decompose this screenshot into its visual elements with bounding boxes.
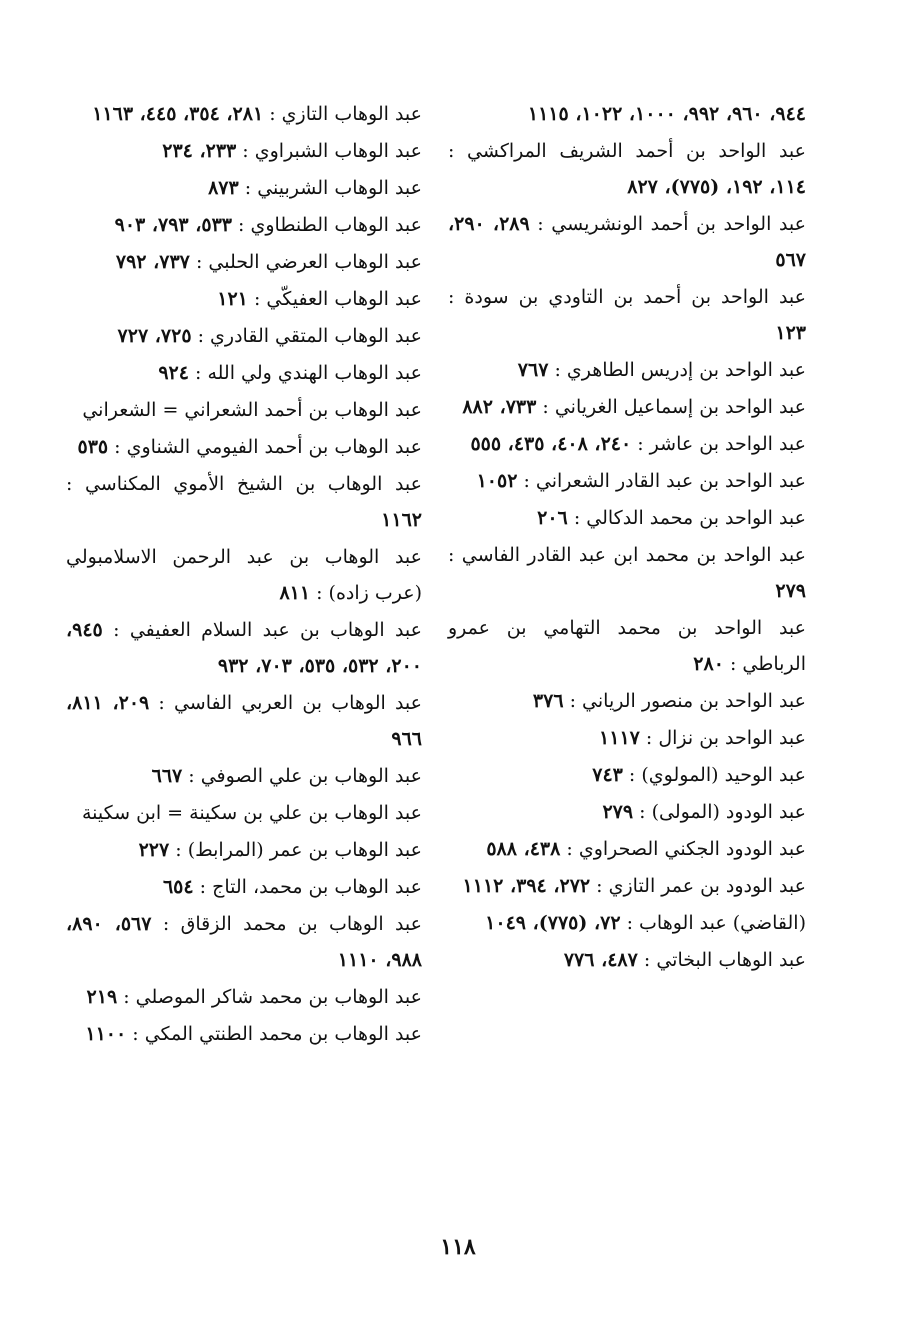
entry-name: عبد الوهاب التازي : — [269, 103, 422, 125]
entry-page-refs: ٢٨٩، ٢٩٠، ٥٦٧ — [448, 213, 806, 271]
index-entry — [448, 794, 806, 830]
index-entry — [448, 206, 806, 278]
index-entry — [66, 392, 422, 428]
index-entry — [448, 610, 806, 682]
entry-name: عبد الواحد بن عبد القادر الشعراني : — [523, 470, 806, 492]
entry-page-refs: ٢٠٦ — [537, 507, 568, 529]
entry-name: عبد الواحد بن محمد الدكالي : — [573, 507, 806, 529]
entry-name: عبد الوهاب بن عمر (المرابط) : — [175, 839, 422, 861]
index-entry — [66, 795, 422, 831]
entry-name: عبد الوهاب الشبراوي : — [242, 140, 422, 162]
entry-name: عبد الواحد بن عاشر : — [637, 433, 806, 455]
entry-page-refs: ٥٣٣، ٧٩٣، ٩٠٣ — [114, 214, 232, 236]
entry-name: عبد الوهاب بن أحمد الشعراني = الشعراني — [82, 399, 422, 421]
entry-name: عبد الوهاب بن علي الصوفي : — [188, 765, 422, 787]
entry-page-refs: ٨١١ — [279, 582, 311, 604]
index-entry — [448, 757, 806, 793]
page-number: ١١٨ — [440, 1234, 476, 1260]
entry-name: عبد الوهاب البخاتي : — [643, 949, 806, 971]
entry-page-refs: ١٢١ — [217, 288, 248, 310]
entry-name: عبد الوهاب العرضي الحلبي : — [195, 251, 422, 273]
entry-name: عبد الواحد بن محمد ابن عبد القادر الفاسي : — [448, 544, 806, 566]
entry-name: عبد الوهاب بن عبد السلام العفيفي : — [113, 619, 422, 641]
entry-page-refs: ٣٧٦ — [532, 690, 564, 712]
index-entry — [448, 942, 806, 978]
entry-page-refs: ١١١٧ — [599, 727, 640, 749]
entry-page-refs: ٦٦٧ — [151, 765, 183, 787]
entry-name: عبد الواحد بن منصور الرياني : — [569, 690, 806, 712]
index-entry — [66, 1016, 422, 1052]
index-entry — [66, 758, 422, 794]
entry-name: عبد الودود بن عمر التازي : — [596, 875, 806, 897]
index-entry — [66, 906, 422, 978]
entry-name: عبد الوحيد (المولوي) : — [628, 764, 806, 786]
entry-name: عبد الوهاب بن العربي الفاسي : — [158, 692, 422, 714]
entry-name: عبد الوهاب بن محمد الطنتي المكي : — [132, 1023, 422, 1045]
index-entry — [448, 683, 806, 719]
index-entry — [448, 352, 806, 388]
entry-page-refs: ٢١٩ — [86, 986, 118, 1008]
entry-page-refs: ٢٨١، ٣٥٤، ٤٤٥، ١١٦٣ — [92, 103, 264, 125]
entry-page-refs: ٢٧٢، ٣٩٤، ١١١٢ — [462, 875, 591, 897]
entry-page-refs: ٢٧٩ — [775, 580, 806, 602]
entry-name: عبد الوهاب بن محمد شاكر الموصلي : — [123, 986, 422, 1008]
entry-name: عبد الودود الجكني الصحراوي : — [566, 838, 806, 860]
index-entry — [66, 466, 422, 538]
index-entry — [448, 537, 806, 609]
entry-name: عبد الوهاب بن عبد الرحمن الاسلامبولي (عرب زاده) : — [66, 546, 422, 604]
index-entry — [66, 979, 422, 1015]
index-entry — [448, 463, 806, 499]
entry-page-refs: ٢٤٠، ٤٠٨، ٤٣٥، ٥٥٥ — [470, 433, 632, 455]
entry-page-refs: ٤٣٨، ٥٨٨ — [486, 838, 561, 860]
entry-page-refs: ٢٨٠ — [693, 653, 724, 675]
entry-page-refs: ٢٧٩ — [602, 801, 634, 823]
index-column-left — [66, 96, 422, 1053]
entry-page-refs: ٨٧٣ — [208, 177, 239, 199]
index-entry — [66, 244, 422, 280]
entry-name: عبد الوهاب بن علي بن سكينة = ابن سكينة — [82, 802, 422, 824]
entry-name: عبد الواحد بن أحمد بن التاودي بن سودة : — [448, 286, 806, 308]
entry-name: عبد الواحد بن محمد التهامي بن عمرو الرباطي : — [448, 617, 806, 675]
entry-name: عبد الوهاب المتقي القادري : — [197, 325, 422, 347]
entry-page-refs: ٢٠٩، ٨١١، ٩٦٦ — [66, 692, 422, 750]
entry-name: عبد الوهاب بن أحمد الفيومي الشناوي : — [114, 436, 422, 458]
entry-page-refs: ٩٤٤، ٩٦٠، ٩٩٢، ١٠٠٠، ١٠٢٢، ١١١٥ — [527, 103, 806, 125]
entry-page-refs: ٤٨٧، ٧٧٦ — [563, 949, 638, 971]
index-entry — [66, 685, 422, 757]
index-entry — [66, 429, 422, 465]
entry-name: عبد الوهاب الهندي ولي الله : — [195, 362, 422, 384]
entry-page-refs: ٧٤٣ — [592, 764, 623, 786]
index-entry — [448, 905, 806, 941]
index-entry — [66, 96, 422, 132]
entry-page-refs: ٥٦٧، ٨٩٠، ٩٨٨، ١١١٠ — [66, 913, 422, 971]
entry-page-refs: ١٠٥٢ — [476, 470, 518, 492]
entry-name: عبد الوهاب الطنطاوي : — [238, 214, 422, 236]
entry-page-refs: ٧٣٧، ٧٩٢ — [115, 251, 190, 273]
entry-name: عبد الوهاب العفيكّي : — [253, 288, 422, 310]
index-entry — [66, 207, 422, 243]
entry-page-refs: ٢٣٣، ٢٣٤ — [162, 140, 237, 162]
index-entry — [448, 868, 806, 904]
index-entry — [448, 426, 806, 462]
entry-name: عبد الوهاب بن محمد الزقاق : — [162, 913, 422, 935]
entry-name: عبد الواحد بن أحمد الونشريسي : — [537, 213, 806, 235]
index-entry — [66, 318, 422, 354]
index-entry — [66, 170, 422, 206]
entry-name: عبد الواحد بن إسماعيل الغرياني : — [542, 396, 806, 418]
entry-name: عبد الودود (المولى) : — [639, 801, 806, 823]
entry-name: عبد الواحد بن نزال : — [645, 727, 806, 749]
entry-page-refs: ١١٠٠ — [85, 1023, 127, 1045]
index-entry — [448, 720, 806, 756]
entry-name: عبد الوهاب الشربيني : — [244, 177, 422, 199]
entry-page-refs: ٧٣٣، ٨٨٢ — [462, 396, 537, 418]
index-entry — [448, 279, 806, 351]
index-entry — [448, 500, 806, 536]
entry-name: (القاضي) عبد الوهاب : — [626, 912, 806, 934]
entry-page-refs: ٩٢٤ — [158, 362, 189, 384]
entry-page-refs: ٧٢، (٧٧٥)، ١٠٤٩ — [485, 912, 621, 934]
index-entry — [66, 539, 422, 611]
entry-name: عبد الوهاب بن محمد، التاج : — [199, 876, 422, 898]
entry-page-refs: ٩٤٥، ٢٠٠، ٥٣٢، ٥٣٥، ٧٠٣، ٩٣٢ — [66, 619, 422, 677]
index-entry — [66, 832, 422, 868]
entry-page-refs: ١٢٣ — [775, 322, 806, 344]
index-entry — [448, 831, 806, 867]
entry-page-refs: ١١٦٢ — [381, 509, 422, 531]
index-column-right — [448, 96, 806, 979]
entry-name: عبد الوهاب بن الشيخ الأموي المكناسي : — [66, 473, 422, 495]
entry-page-refs: ٥٣٥ — [77, 436, 109, 458]
index-entry — [448, 389, 806, 425]
index-entry — [448, 96, 806, 132]
index-entry — [66, 355, 422, 391]
entry-page-refs: ٦٥٤ — [162, 876, 194, 898]
index-entry — [448, 133, 806, 205]
entry-name: عبد الواحد بن أحمد الشريف المراكشي : — [448, 140, 806, 162]
index-entry — [66, 281, 422, 317]
entry-page-refs: ٧٢٥، ٧٢٧ — [117, 325, 192, 347]
entry-page-refs: ٢٢٧ — [138, 839, 170, 861]
index-entry — [66, 133, 422, 169]
entry-name: عبد الواحد بن إدريس الطاهري : — [554, 359, 806, 381]
index-entry — [66, 869, 422, 905]
index-entry — [66, 612, 422, 684]
entry-page-refs: ٧٦٧ — [517, 359, 549, 381]
entry-page-refs: ١١٤، ١٩٢، (٧٧٥)، ٨٢٧ — [627, 176, 806, 198]
